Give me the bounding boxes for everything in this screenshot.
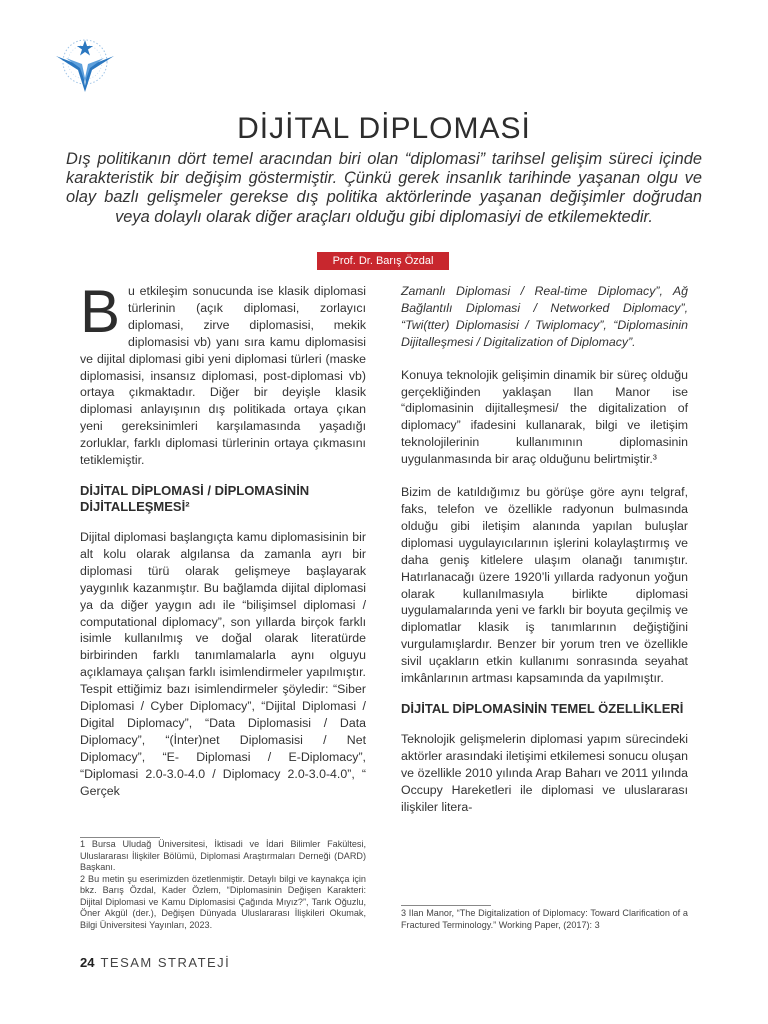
section-heading-key-features: DİJİTAL DİPLOMASİNİN TEMEL ÖZELLİKLERİ: [401, 700, 684, 716]
body-paragraph: Zamanlı Diplomasi / Real-time Diplomacy”, Ağ Bağlantılı Diplomasi / Networked Diplomacy”, “Twi(tter) Diplomasisi / Twiplomacy”, “Diplomasinin Dijitalleşmesi / Digitalization of Diplomacy”.: [401, 284, 688, 349]
author-badge: Prof. Dr. Barış Özdal: [317, 252, 449, 270]
section-heading-digital-diplomacy: DİJİTAL DİPLOMASİ / DİPLOMASİNİN DİJİTALLEŞMESİ²: [80, 482, 310, 514]
drop-cap: B: [80, 278, 121, 345]
page-footer: [80, 955, 230, 970]
intro-text: u etkileşim sonucunda ise klasik diplomasi türlerinin (açık diplomasi, zorlayıcı diplomasi, zirve diplomasisi, mekik diplomasisi vb) yanı sıra kamu diplomasisi ve dijital diplomasi gibi yeni diplomasi türleri (maske diplomasisi, insansız diplomasi, post-diplomasi vb) ortaya çıkmaktadır. Diğer bir deyişle klasik diplomasi anlayışının dış politikada ortaya çıkan yeni gereksinimleri karşılamasında yaşadığı zorluklar, farklı diplomasi türlerinin ortaya çıkmasını tetiklemiştir.: [80, 284, 366, 468]
body-paragraph: Teknolojik gelişmelerin diplomasi yapım sürecindeki aktörler arasındaki iletişimi etkilemesi sonucu oluşan ve özellikle 2010 yılında Arap Baharı ve 2011 yılında Occupy Hareketleri ile diplomasi ve uluslararası ilişkiler litera-: [401, 731, 688, 814]
left-footnotes: [80, 839, 366, 931]
body-paragraph: Dijital diplomasi başlangıçta kamu diplomasisinin bir alt kolu olarak algılansa da zamanla ayrı bir diplomasi türü olarak gelişmeye başlayarak yaygınlık kazanmıştır. Bu bağlamda dijital diplomasi ya da diğer yaygın adı ile “bilişimsel diplomasi / computational diplomacy”, son yıllarda birçok farklı isimle kullanılmış ve doğal olarak literatürde birbirinden farklı tanımlamalarla aynı olguyu açıklamaya çalışan farklı isimlendirmeler yapılmıştır. Tespit ettiğimiz bazı isimlendirmeler şöyledir: “Siber Diplomasi / Cyber Diplomacy”, “Dijital Diplomasi / Digital Diplomacy”, “Data Diplomasisi / Data Diplomacy”, “(İnter)net Diplomasisi / Net Diplomacy”, “E- Diplomasi / E-Diplomacy”, “Diplomasi 2.0-3.0-4.0 / Diplomacy 2.0-3.0-4.0”, “ Gerçek: [80, 529, 366, 798]
publication-name: TESAM STRATEJİ: [100, 955, 231, 970]
article-lead: Dış politikanın dört temel aracından biri olan “diplomasi” tarihsel gelişim süreci içinde karakteristik bir değişim göstermiştir. Çünkü gerek insanlık tarihinde yaşanan olgu ve olay bazlı gelişmeler gerekse dış politika aktörlerinde yaşanan değişimler doğrudan veya dolaylı olarak diğer araçları olduğu gibi diplomasiyi de etkilemektedir.: [66, 150, 702, 226]
page-number: 24: [80, 955, 95, 970]
left-column: [80, 278, 366, 799]
right-footnotes: [401, 908, 688, 931]
right-column: [401, 283, 688, 815]
body-paragraph: Bizim de katıldığımız bu görüşe göre aynı telgraf, faks, telefon ve özellikle radyonun bulmasında olduğu gibi iletişim alanında yapılan buluşlar diplomasi uygulayıcılarının işlerini kolaylaştırmış ve daha geniş kitlelere ulaşım olanağı tanımıştır. Hatırlanacağı üzere 1920’li yıllarda radyonun yoğun olarak kullanılmasıyla birlikte diplomasi uygulamalarında yeni ve farklı bir boyuta geçilmiş ve diplomatlar klasik iş tanımlarının değiştiğini vurgulamışlardır. Benzer bir yorum tren ve özellikle sivil uçakların etkin kullanımı sonrasında seyahat imkânlarının artması kapsamında da yapılmıştır.: [401, 485, 688, 686]
footnote-rule: [401, 905, 491, 906]
intro-paragraph: [80, 278, 366, 469]
footnote-1: 1 Bursa Uludağ Üniversitesi, İktisadi ve İdari Bilimler Fakültesi, Uluslararası İlişkiler Bölümü, Diplomasi Araştırmaları Derneği (DARD) Başkanı.: [80, 839, 366, 872]
body-paragraph: Konuya teknolojik gelişimin dinamik bir süreç olduğu gerçekliğinden yaklaşan Ilan Manor ise “diplomasinin dijitalleşmesi/ the digitalization of diplomacy” ifadesini kullanarak, bilgi ve iletişim teknolojilerinin kullanımının diplomasinin uygulanmasında bir araç olduğunu belirtmiştir.³: [401, 367, 688, 467]
footnote-2: 2 Bu metin şu eserimizden özetlenmiştir. Detaylı bilgi ve kaynakça için bkz. Barış Özdal, Kader Özlem, “Diplomasinin Değişen Karakteri: Dijital Diplomasi ve Kamu Diplomasisi Çağında Mıyız?”, Tarık Oğuzlu, Öner Akgül (der.), Değişen Dünyada Uluslararası İlişkileri Okumak, Bilgi Üniversitesi Yayınları, 2023.: [80, 873, 366, 930]
footnote-rule: [80, 837, 160, 838]
tesam-logo: [52, 36, 118, 94]
article-title: DİJİTAL DİPLOMASİ: [237, 112, 531, 145]
footnote-3: 3 Ilan Manor, “The Digitalization of Diplomacy: Toward Clarification of a Fractured Terminology.” Working Paper, (2017): 3: [401, 908, 688, 930]
